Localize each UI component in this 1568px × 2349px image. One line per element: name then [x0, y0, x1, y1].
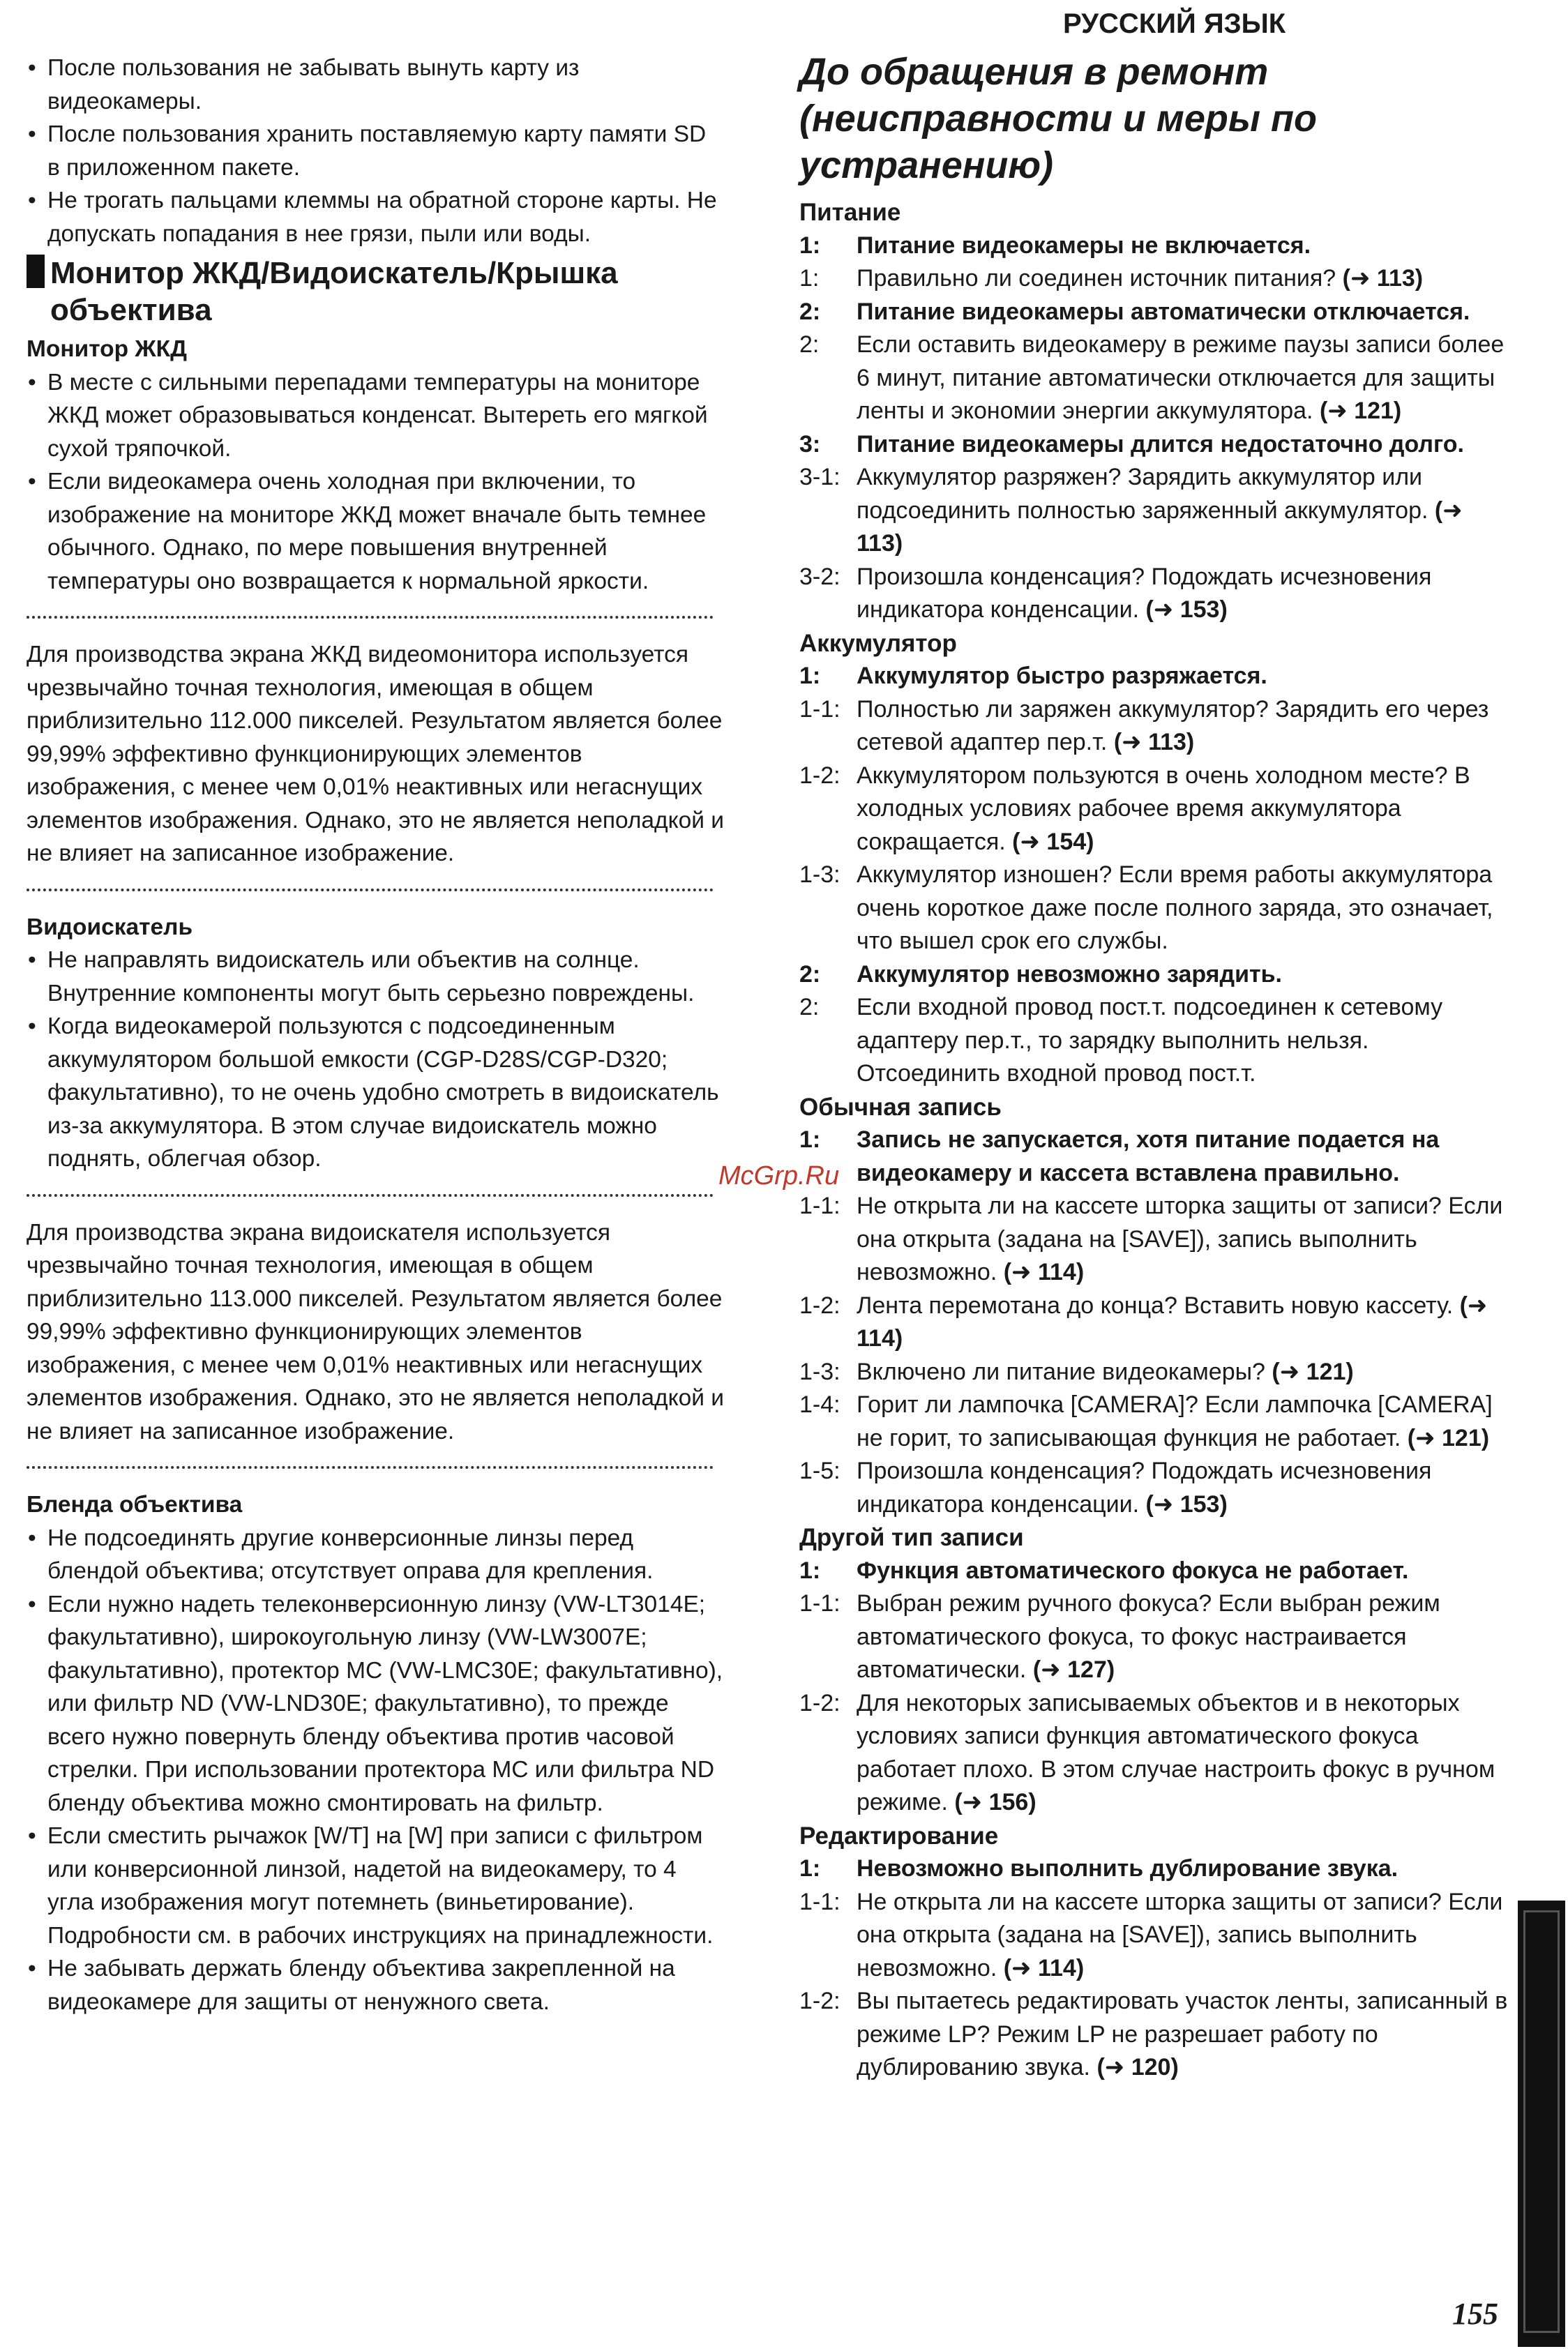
item-text: Произошла конденсация? Подождать исчезновения индикатора конденсации. — [857, 563, 1432, 623]
section-marker-icon — [27, 255, 45, 288]
item-text-block — [857, 693, 1511, 760]
category-heading: Другой тип записи — [799, 1524, 1024, 1551]
item-number: 1-1: — [799, 1193, 840, 1219]
item-text-block — [857, 958, 1511, 992]
item-text: Включено ли питание видеокамеры? — [857, 1358, 1265, 1385]
solution-row — [799, 1356, 1511, 1389]
lens-hood-bullet: • Если нужно надеть телеконверсионную линзу (VW-LT3014E; факультативно), широкоугольную линзу (VW-LW3007E; факультативно), протектор MC (VW-LMC30E; факультативно), или фильтр ND (VW-LND30E; факультативно), то прежде всего нужно повернуть бленду объектива против часовой стрелки. При использовании протектора MC или фильтра ND бленду объектива можно смонтировать на фильтр. — [27, 1588, 724, 1820]
item-text: Питание видеокамеры не включается. — [857, 232, 1311, 259]
item-number: 1-4: — [799, 1391, 840, 1418]
problem-row — [799, 1124, 1511, 1190]
item-text-block — [857, 1190, 1511, 1290]
item-number: 1-3: — [799, 1358, 840, 1385]
left-column — [27, 52, 724, 2018]
item-text-block — [857, 859, 1511, 958]
solution-row — [799, 461, 1511, 561]
item-number: 2: — [799, 994, 820, 1020]
item-number: 1-2: — [799, 762, 840, 789]
item-text: Если входной провод пост.т. подсоединен к сетевому адаптеру пер.т., то зарядку выполнить нельзя. Отсоединить входной провод пост.т. — [857, 994, 1443, 1087]
solution-row — [799, 991, 1511, 1091]
item-text-block — [857, 328, 1511, 428]
item-text: Не открыта ли на кассете шторка защиты от записи? Если она открыта (задана на [SAVE]), запись выполнить невозможно. — [857, 1888, 1503, 1981]
item-text: Невозможно выполнить дублирование звука. — [857, 1855, 1399, 1882]
troubleshooting-title: До обращения в ремонт (неисправности и меры по устранению) — [799, 51, 1317, 186]
solution-row — [799, 1985, 1511, 2085]
solution-row — [799, 693, 1511, 760]
edge-index-tab — [1518, 1901, 1565, 2347]
lens-hood-bullet: • Не забывать держать бленду объектива закрепленной на видеокамере для защиты от ненужного света. — [27, 1952, 724, 2018]
item-text: Питание видеокамеры длится недостаточно долго. — [857, 430, 1464, 458]
item-text-block — [857, 1985, 1511, 2085]
page-reference: (➜ 121) — [1319, 398, 1402, 424]
solution-row — [799, 1290, 1511, 1356]
item-text-block — [857, 1852, 1511, 1886]
item-number: 1: — [799, 1557, 821, 1584]
solution-row — [799, 859, 1511, 958]
solution-row — [799, 328, 1511, 428]
page-reference: (➜ 121) — [1407, 1424, 1490, 1451]
lens-hood-heading: Бленда объектива — [27, 1492, 243, 1518]
item-text: Аккумулятор разряжен? Зарядить аккумулятор или подсоединить полностью заряженный аккумулятор. — [857, 464, 1428, 524]
problem-row — [799, 296, 1511, 329]
item-text: Правильно ли соединен источник питания? — [857, 265, 1336, 292]
item-number: 1-1: — [799, 1888, 840, 1915]
item-text-block — [857, 262, 1511, 296]
item-text-block — [857, 428, 1511, 462]
lcd-heading: Монитор ЖКД — [27, 336, 187, 362]
item-text: Аккумулятором пользуются в очень холодном месте? В холодных условиях рабочее время аккумулятора сокращается. — [857, 762, 1470, 855]
lens-hood-bullet: • Не подсоединять другие конверсионные линзы перед блендой объектива; отсутствует оправа для крепления. — [27, 1522, 724, 1588]
item-text-block — [857, 991, 1511, 1091]
item-number: 1: — [799, 1855, 821, 1882]
solution-row — [799, 1389, 1511, 1455]
solution-row — [799, 1687, 1511, 1820]
page-reference: (➜ 153) — [1145, 596, 1228, 623]
category-heading: Обычная запись — [799, 1093, 1002, 1121]
item-text: Аккумулятор невозможно зарядить. — [857, 960, 1282, 988]
dotted-divider — [27, 616, 714, 619]
dotted-divider — [27, 1466, 714, 1469]
solution-row — [799, 760, 1511, 859]
viewfinder-bullet: • Когда видеокамерой пользуются с подсоединенным аккумулятором большой емкости (CGP-D28S/CGP-D320; факультативно), то не очень удобно смотреть в видоискатель из-за аккумулятора. В этом случае видоискатель можно поднять, облегчая обзор. — [27, 1010, 724, 1176]
item-text: Аккумулятор быстро разряжается. — [857, 663, 1267, 689]
intro-bullet: • После пользования не забывать вынуть карту из видеокамеры. — [27, 52, 724, 118]
solution-row — [799, 1587, 1511, 1687]
page-reference: (➜ 113) — [1113, 729, 1195, 755]
viewfinder-bullet: • Не направлять видоискатель или объектив на солнце. Внутренние компоненты могут быть серьезно повреждены. — [27, 944, 724, 1010]
item-number: 3: — [799, 430, 821, 458]
item-text-block — [857, 1356, 1511, 1389]
item-number: 3-1: — [799, 464, 840, 490]
page-number: 155 — [1452, 2297, 1498, 2331]
intro-bullet: • Не трогать пальцами клеммы на обратной стороне карты. Не допускать попадания в нее грязи, пыли или воды. — [27, 184, 724, 250]
solution-row — [799, 561, 1511, 627]
section-title: Монитор ЖКД/Видоискатель/Крышка объектива — [50, 256, 618, 327]
lcd-bullet: • Если видеокамера очень холодная при включении, то изображение на мониторе ЖКД может вначале быть темнее обычного. Однако, по мере повышения внутренней температуры оно возвращается к нормальной яркости. — [27, 465, 724, 598]
item-text: Вы пытаетесь редактировать участок ленты, записанный в режиме LP? Режим LP не разрешает работу по дублированию звука. — [857, 1988, 1508, 2080]
item-text: Выбран режим ручного фокуса? Если выбран режим автоматического фокуса, то фокус настраивается автоматически. — [857, 1590, 1440, 1683]
solution-row — [799, 262, 1511, 296]
item-text-block — [857, 1290, 1511, 1356]
solution-row — [799, 1886, 1511, 1986]
page-reference: (➜ 114) — [1003, 1954, 1085, 1981]
item-text-block — [857, 1886, 1511, 1986]
problem-row — [799, 428, 1511, 462]
item-text-block — [857, 461, 1511, 561]
item-text: Горит ли лампочка [CAMERA]? Если лампочка [CAMERA] не горит, то записывающая функция не работает. — [857, 1391, 1493, 1451]
category-heading: Питание — [799, 199, 901, 226]
language-tab: РУССКИЙ ЯЗЫК — [1063, 8, 1286, 39]
item-text-block — [857, 1587, 1511, 1687]
lcd-note: Для производства экрана ЖКД видеомонитора используется чрезвычайно точная технология, имеющая в общем приблизительно 112.000 пикселей. Результатом является более 99,99% эффективно функционирующих элементов изображения, с менее чем 0,01% неактивных или негаснущих элементов изображения. Однако, это не является неполадкой и не влияет на записанное изображение. — [27, 642, 724, 866]
item-text-block — [857, 229, 1511, 263]
page-reference: (➜ 120) — [1096, 2054, 1179, 2080]
item-number: 1-1: — [799, 695, 840, 723]
page-reference: (➜ 156) — [954, 1789, 1036, 1815]
item-number: 1: — [799, 663, 821, 689]
item-number: 1-3: — [799, 861, 840, 888]
page-reference: (➜ 121) — [1272, 1358, 1354, 1385]
item-number: 1-2: — [799, 1689, 840, 1716]
item-text-block — [857, 1124, 1511, 1190]
problem-row — [799, 660, 1511, 693]
item-text: Аккумулятор изношен? Если время работы аккумулятора очень короткое даже после полного заряда, это означает, что вышел срок его службы. — [857, 861, 1493, 954]
intro-bullet: • После пользования хранить поставляемую карту памяти SD в приложенном пакете. — [27, 118, 724, 184]
item-text: Полностью ли заряжен аккумулятор? Зарядить его через сетевой адаптер пер.т. — [857, 695, 1489, 755]
lcd-bullet: • В месте с сильными перепадами температуры на мониторе ЖКД может образовываться конденсат. Вытереть его мягкой сухой тряпочкой. — [27, 366, 724, 466]
item-number: 2: — [799, 298, 821, 325]
problem-row — [799, 229, 1511, 263]
item-text-block — [857, 760, 1511, 859]
item-text: Произошла конденсация? Подождать исчезновения индикатора конденсации. — [857, 1458, 1432, 1518]
category-heading: Аккумулятор — [799, 629, 957, 657]
page-reference: (➜ 113) — [1342, 265, 1424, 292]
item-text: Запись не запускается, хотя питание подается на видеокамеру и кассета вставлена правильно. — [857, 1126, 1440, 1186]
item-number: 1-2: — [799, 1988, 840, 2014]
item-text-block — [857, 1555, 1511, 1588]
page-reference: (➜ 113) — [857, 497, 1463, 557]
item-text: Лента перемотана до конца? Вставить новую кассету. — [857, 1292, 1454, 1319]
solution-row — [799, 1455, 1511, 1521]
problem-row — [799, 958, 1511, 992]
item-text-block — [857, 561, 1511, 627]
problem-row — [799, 1852, 1511, 1886]
item-text-block — [857, 296, 1511, 329]
item-number: 2: — [799, 331, 820, 358]
item-text-block — [857, 1687, 1511, 1820]
item-number: 1: — [799, 232, 821, 259]
problem-row — [799, 1555, 1511, 1588]
item-number: 1-5: — [799, 1458, 840, 1484]
item-text: Питание видеокамеры автоматически отключается. — [857, 298, 1470, 325]
page-reference: (➜ 114) — [857, 1292, 1488, 1352]
lens-hood-bullet: • Если сместить рычажок [W/T] на [W] при записи с фильтром или конверсионной линзой, надетой на видеокамеру, то 4 угла изображения могут потемнеть (виньетирование). Подробности см. в рабочих инструкциях на принадлежности. — [27, 1820, 724, 1952]
dotted-divider — [27, 889, 714, 891]
item-text-block — [857, 660, 1511, 693]
item-text: Если оставить видеокамеру в режиме паузы записи более 6 минут, питание автоматически отключается для защиты ленты и экономии энергии аккумулятора. — [857, 331, 1505, 424]
page-reference: (➜ 127) — [1032, 1656, 1115, 1683]
viewfinder-heading: Видоискатель — [27, 914, 193, 940]
page-reference: (➜ 154) — [1012, 828, 1094, 855]
dotted-divider — [27, 1194, 714, 1197]
item-text: Функция автоматического фокуса не работает. — [857, 1557, 1409, 1584]
item-number: 3-2: — [799, 563, 840, 590]
watermark: McGrp.Ru — [718, 1161, 840, 1191]
page-reference: (➜ 153) — [1145, 1490, 1228, 1518]
item-number: 1-2: — [799, 1292, 840, 1319]
item-text-block — [857, 1389, 1511, 1455]
item-number: 1: — [799, 265, 820, 292]
item-text: Для некоторых записываемых объектов и в некоторых условиях записи функция автоматического фокуса работает плохо. В этом случае настроить фокус в ручном режиме. — [857, 1689, 1495, 1815]
right-column — [799, 49, 1511, 2085]
page-reference: (➜ 114) — [1003, 1259, 1085, 1285]
item-text-block — [857, 1455, 1511, 1521]
item-number: 2: — [799, 960, 821, 988]
section-heading — [27, 255, 724, 328]
item-text: Не открыта ли на кассете шторка защиты от записи? Если она открыта (задана на [SAVE]), запись выполнить невозможно. — [857, 1193, 1503, 1285]
solution-row — [799, 1190, 1511, 1290]
item-number: 1-1: — [799, 1590, 840, 1617]
viewfinder-note: Для производства экрана видоискателя используется чрезвычайно точная технология, имеющая в общем приблизительно 113.000 пикселей. Результатом является более 99,99% эффективно функционирующих элементов изображения, с менее чем 0,01% неактивных или негаснущих элементов изображения. Однако, это не является неполадкой и не влияет на записанное изображение. — [27, 1219, 724, 1444]
item-number: 1: — [799, 1126, 821, 1153]
category-heading: Редактирование — [799, 1822, 999, 1850]
troubleshooting-list — [799, 196, 1511, 2085]
